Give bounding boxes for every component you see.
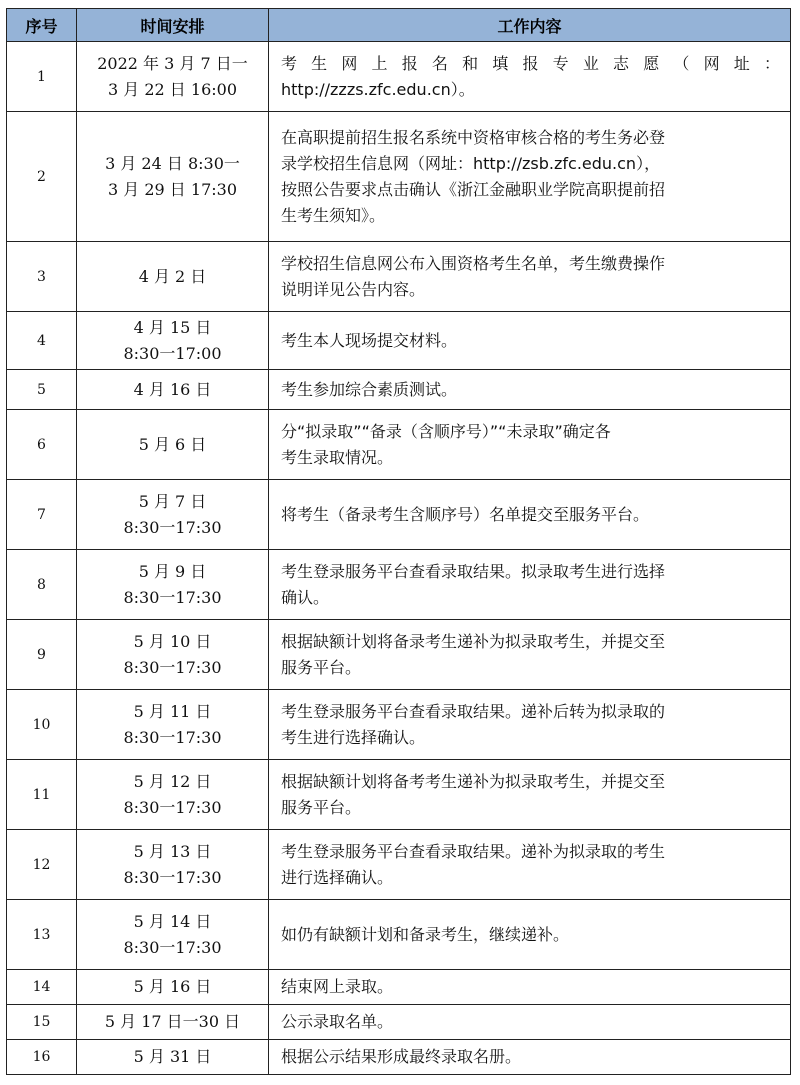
row-number: 15	[7, 1005, 77, 1040]
work-line: 结束网上录取。	[281, 977, 394, 996]
work-line: 生考生须知》。	[281, 205, 386, 225]
work-line: 考 生 网 上 报 名 和 填 报 专 业 志 愿 （ 网 址 ：	[281, 53, 780, 73]
time-line: 8:30一17:30	[123, 657, 222, 677]
work-cell	[269, 690, 791, 760]
time-line: 5 月 7 日	[138, 491, 207, 511]
work-line: 考生录取情况。	[281, 447, 394, 467]
work-line: 按照公告要求点击确认《浙江金融职业学院高职提前招	[281, 179, 666, 199]
time-line: 5 月 13 日	[133, 841, 212, 861]
work-cell	[269, 112, 791, 242]
table-row	[7, 242, 791, 312]
table-row	[7, 900, 791, 970]
work-line: 考生本人现场提交材料。	[281, 330, 458, 350]
row-number: 4	[7, 312, 77, 370]
time-line: 8:30一17:30	[123, 587, 222, 607]
work-line: 考生进行选择确认。	[281, 727, 426, 747]
time-line: 5 月 11 日	[133, 701, 212, 721]
table-row	[7, 620, 791, 690]
work-line: 服务平台。	[281, 657, 362, 677]
time-cell	[77, 242, 269, 312]
work-line: 将考生（备录考生含顺序号）名单提交至服务平台。	[281, 504, 650, 524]
row-number: 13	[7, 900, 77, 970]
time-line: 5 月 12 日	[133, 771, 212, 791]
header-time: 时间安排	[77, 9, 269, 42]
time-cell	[77, 1040, 269, 1075]
work-cell	[269, 410, 791, 480]
time-line: 8:30一17:00	[123, 343, 222, 363]
work-line: 在高职提前招生报名系统中资格审核合格的考生务必登	[281, 127, 666, 147]
time-line: 4 月 16 日	[133, 379, 212, 399]
work-cell	[269, 830, 791, 900]
work-cell	[269, 620, 791, 690]
time-line: 8:30一17:30	[123, 937, 222, 957]
header-row	[7, 9, 791, 42]
table-row	[7, 370, 791, 410]
work-line: 根据缺额计划将备录考生递补为拟录取考生，并提交至	[281, 631, 666, 651]
work-line: 学校招生信息网公布入围资格考生名单，考生缴费操作	[281, 253, 666, 273]
time-line: 3 月 22 日 16:00	[108, 79, 237, 99]
table-row	[7, 760, 791, 830]
work-cell	[269, 370, 791, 410]
schedule-table	[6, 8, 791, 1075]
header-no: 序号	[7, 9, 77, 42]
time-line: 8:30一17:30	[123, 797, 222, 817]
time-cell	[77, 480, 269, 550]
row-number: 5	[7, 370, 77, 410]
work-line: 分“拟录取”“备录（含顺序号）”“未录取”确定各	[281, 421, 611, 441]
time-cell	[77, 112, 269, 242]
table-row	[7, 830, 791, 900]
work-cell	[269, 1040, 791, 1075]
work-line: 进行选择确认。	[281, 867, 394, 887]
time-cell	[77, 550, 269, 620]
work-cell	[269, 1005, 791, 1040]
work-line: 考生参加综合素质测试。	[281, 379, 458, 399]
time-cell	[77, 410, 269, 480]
time-cell	[77, 620, 269, 690]
time-line: 2022 年 3 月 7 日一	[97, 53, 248, 73]
work-cell	[269, 42, 791, 112]
work-line: 如仍有缺额计划和备录考生，继续递补。	[281, 924, 570, 944]
work-cell	[269, 900, 791, 970]
work-cell	[269, 312, 791, 370]
work-line: 录学校招生信息网（网址：http://zsb.zfc.edu.cn），	[281, 153, 661, 173]
table-row	[7, 112, 791, 242]
work-cell	[269, 760, 791, 830]
time-line: 5 月 16 日	[133, 977, 212, 996]
time-cell	[77, 370, 269, 410]
table-row	[7, 410, 791, 480]
row-number: 3	[7, 242, 77, 312]
table-row	[7, 42, 791, 112]
row-number: 12	[7, 830, 77, 900]
work-line: 根据公示结果形成最终录取名册。	[281, 1047, 522, 1066]
row-number: 7	[7, 480, 77, 550]
work-line: 说明详见公告内容。	[281, 279, 426, 299]
row-number: 8	[7, 550, 77, 620]
schedule-body	[7, 42, 791, 1075]
row-number: 1	[7, 42, 77, 112]
work-line: 考生登录服务平台查看录取结果。拟录取考生进行选择	[281, 561, 666, 581]
header-work: 工作内容	[269, 9, 791, 42]
row-number: 6	[7, 410, 77, 480]
time-cell	[77, 830, 269, 900]
table-row	[7, 480, 791, 550]
row-number: 11	[7, 760, 77, 830]
work-cell	[269, 970, 791, 1005]
table-row	[7, 312, 791, 370]
time-line: 8:30一17:30	[123, 867, 222, 887]
time-line: 5 月 31 日	[133, 1047, 212, 1066]
time-line: 3 月 29 日 17:30	[108, 179, 237, 199]
time-line: 8:30一17:30	[123, 727, 222, 747]
time-line: 5 月 17 日一30 日	[104, 1012, 241, 1031]
row-number: 9	[7, 620, 77, 690]
time-cell	[77, 1005, 269, 1040]
table-row	[7, 1040, 791, 1075]
row-number: 16	[7, 1040, 77, 1075]
time-line: 4 月 15 日	[133, 317, 212, 337]
table-row	[7, 1005, 791, 1040]
work-cell	[269, 550, 791, 620]
row-number: 14	[7, 970, 77, 1005]
row-number: 2	[7, 112, 77, 242]
work-line: 公示录取名单。	[281, 1012, 394, 1031]
work-line: 根据缺额计划将备考考生递补为拟录取考生，并提交至	[281, 771, 666, 791]
table-row	[7, 550, 791, 620]
time-line: 5 月 10 日	[133, 631, 212, 651]
time-cell	[77, 312, 269, 370]
row-number: 10	[7, 690, 77, 760]
work-line: 考生登录服务平台查看录取结果。递补后转为拟录取的	[281, 701, 666, 721]
work-cell	[269, 242, 791, 312]
table-row	[7, 970, 791, 1005]
work-line: 考生登录服务平台查看录取结果。递补为拟录取的考生	[281, 841, 666, 861]
time-line: 5 月 9 日	[138, 561, 207, 581]
work-line: 确认。	[281, 587, 330, 607]
time-line: 5 月 6 日	[138, 434, 207, 454]
time-cell	[77, 690, 269, 760]
time-cell	[77, 900, 269, 970]
time-line: 4 月 2 日	[138, 266, 207, 286]
time-line: 3 月 24 日 8:30一	[105, 153, 240, 173]
time-line: 5 月 14 日	[133, 911, 212, 931]
table-row	[7, 690, 791, 760]
time-line: 8:30一17:30	[123, 517, 222, 537]
time-cell	[77, 42, 269, 112]
work-line: http://zzzs.zfc.edu.cn）。	[281, 79, 475, 99]
time-cell	[77, 760, 269, 830]
work-line: 服务平台。	[281, 797, 362, 817]
work-cell	[269, 480, 791, 550]
time-cell	[77, 970, 269, 1005]
